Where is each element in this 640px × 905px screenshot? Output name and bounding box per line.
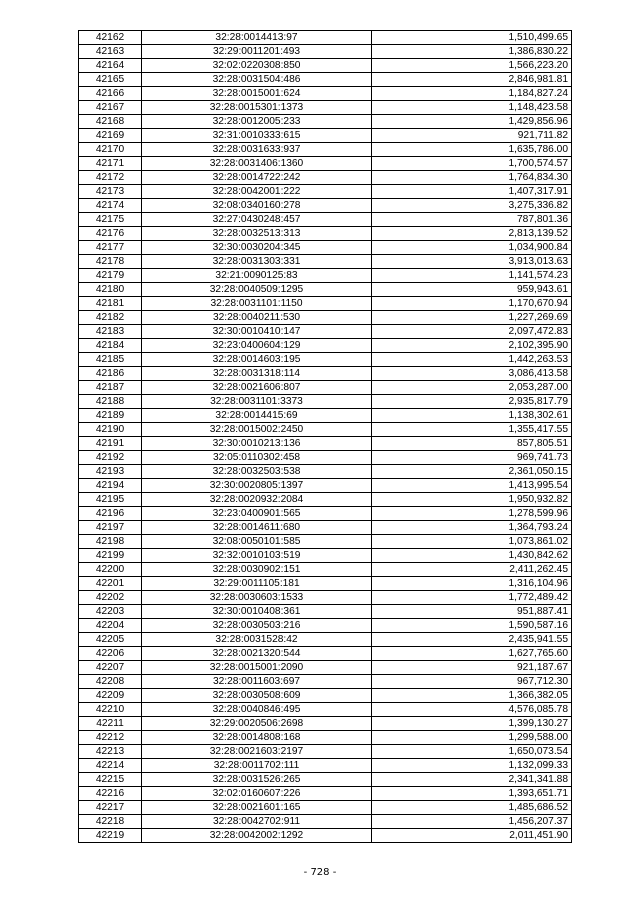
- page-number: - 728 -: [303, 867, 337, 878]
- row-number-cell: 42213: [79, 745, 142, 759]
- cadastral-number-cell: 32:28:0040211:530: [142, 311, 372, 325]
- cadastral-number-cell: 32:28:0014722:242: [142, 171, 372, 185]
- cadastral-number-cell: 32:30:0020805:1397: [142, 479, 372, 493]
- table-row: [79, 339, 572, 353]
- cadastral-number-cell: 32:02:0160607:226: [142, 787, 372, 801]
- amount-cell: 1,950,932.82: [372, 493, 572, 507]
- cadastral-number-cell: 32:28:0011603:697: [142, 675, 372, 689]
- table-row: [79, 367, 572, 381]
- amount-cell: 1,590,587.16: [372, 619, 572, 633]
- row-number-cell: 42210: [79, 703, 142, 717]
- amount-cell: 787,801.36: [372, 213, 572, 227]
- amount-cell: 1,364,793.24: [372, 521, 572, 535]
- row-number-cell: 42184: [79, 339, 142, 353]
- amount-cell: 2,935,817.79: [372, 395, 572, 409]
- table-row: [79, 787, 572, 801]
- table-row: [79, 703, 572, 717]
- table-row: [79, 185, 572, 199]
- table-row: [79, 577, 572, 591]
- table-row: [79, 143, 572, 157]
- amount-cell: 1,442,263.53: [372, 353, 572, 367]
- row-number-cell: 42201: [79, 577, 142, 591]
- cadastral-number-cell: 32:28:0014611:680: [142, 521, 372, 535]
- amount-cell: 951,887.41: [372, 605, 572, 619]
- row-number-cell: 42214: [79, 759, 142, 773]
- cadastral-number-cell: 32:32:0010103:519: [142, 549, 372, 563]
- row-number-cell: 42171: [79, 157, 142, 171]
- row-number-cell: 42193: [79, 465, 142, 479]
- table-row: [79, 549, 572, 563]
- amount-cell: 921,711.82: [372, 129, 572, 143]
- table-row: [79, 115, 572, 129]
- cadastral-number-cell: 32:28:0030902:151: [142, 563, 372, 577]
- table-row: [79, 801, 572, 815]
- amount-cell: 3,913,013.63: [372, 255, 572, 269]
- table-row: [79, 563, 572, 577]
- amount-cell: 1,366,382.05: [372, 689, 572, 703]
- amount-cell: 1,227,269.69: [372, 311, 572, 325]
- amount-cell: 2,053,287.00: [372, 381, 572, 395]
- row-number-cell: 42196: [79, 507, 142, 521]
- table-row: [79, 535, 572, 549]
- table-row: [79, 423, 572, 437]
- table-row: [79, 311, 572, 325]
- row-number-cell: 42162: [79, 31, 142, 45]
- table-row: [79, 241, 572, 255]
- cadastral-number-cell: 32:30:0010408:361: [142, 605, 372, 619]
- table-row: [79, 381, 572, 395]
- amount-cell: 2,341,341.88: [372, 773, 572, 787]
- cadastral-number-cell: 32:28:0021603:2197: [142, 745, 372, 759]
- table-row: [79, 157, 572, 171]
- cadastral-number-cell: 32:28:0031318:114: [142, 367, 372, 381]
- amount-cell: 857,805.51: [372, 437, 572, 451]
- table-row: [79, 409, 572, 423]
- amount-cell: 967,712.30: [372, 675, 572, 689]
- row-number-cell: 42175: [79, 213, 142, 227]
- amount-cell: 1,399,130.27: [372, 717, 572, 731]
- cadastral-number-cell: 32:30:0010410:147: [142, 325, 372, 339]
- cadastral-number-cell: 32:31:0010333:615: [142, 129, 372, 143]
- cadastral-number-cell: 32:29:0020506:2698: [142, 717, 372, 731]
- cadastral-number-cell: 32:28:0014413:97: [142, 31, 372, 45]
- cadastral-number-cell: 32:28:0032513:313: [142, 227, 372, 241]
- data-table: [78, 30, 572, 843]
- cadastral-number-cell: 32:08:0050101:585: [142, 535, 372, 549]
- amount-cell: 1,413,995.54: [372, 479, 572, 493]
- row-number-cell: 42190: [79, 423, 142, 437]
- row-number-cell: 42194: [79, 479, 142, 493]
- row-number-cell: 42215: [79, 773, 142, 787]
- row-number-cell: 42203: [79, 605, 142, 619]
- cadastral-number-cell: 32:28:0032503:538: [142, 465, 372, 479]
- row-number-cell: 42204: [79, 619, 142, 633]
- table-row: [79, 353, 572, 367]
- row-number-cell: 42189: [79, 409, 142, 423]
- row-number-cell: 42173: [79, 185, 142, 199]
- cadastral-number-cell: 32:28:0040509:1295: [142, 283, 372, 297]
- row-number-cell: 42208: [79, 675, 142, 689]
- amount-cell: 2,102,395.90: [372, 339, 572, 353]
- table-row: [79, 255, 572, 269]
- table-row: [79, 227, 572, 241]
- row-number-cell: 42179: [79, 269, 142, 283]
- cadastral-number-cell: 32:28:0042702:911: [142, 815, 372, 829]
- amount-cell: 1,429,856.96: [372, 115, 572, 129]
- table-row: [79, 465, 572, 479]
- amount-cell: 1,184,827.24: [372, 87, 572, 101]
- amount-cell: 969,741.73: [372, 451, 572, 465]
- row-number-cell: 42202: [79, 591, 142, 605]
- amount-cell: 1,407,317.91: [372, 185, 572, 199]
- table-row: [79, 73, 572, 87]
- table-row: [79, 437, 572, 451]
- table-row: [79, 171, 572, 185]
- cadastral-number-cell: 32:28:0015001:2090: [142, 661, 372, 675]
- row-number-cell: 42176: [79, 227, 142, 241]
- table-row: [79, 647, 572, 661]
- row-number-cell: 42188: [79, 395, 142, 409]
- amount-cell: 1,299,588.00: [372, 731, 572, 745]
- row-number-cell: 42177: [79, 241, 142, 255]
- amount-cell: 1,510,499.65: [372, 31, 572, 45]
- row-number-cell: 42163: [79, 45, 142, 59]
- table-row: [79, 325, 572, 339]
- row-number-cell: 42217: [79, 801, 142, 815]
- amount-cell: 1,772,489.42: [372, 591, 572, 605]
- table-row: [79, 661, 572, 675]
- cadastral-number-cell: 32:23:0400901:565: [142, 507, 372, 521]
- cadastral-number-cell: 32:28:0031633:937: [142, 143, 372, 157]
- row-number-cell: 42183: [79, 325, 142, 339]
- row-number-cell: 42216: [79, 787, 142, 801]
- cadastral-number-cell: 32:28:0015301:1373: [142, 101, 372, 115]
- amount-cell: 1,278,599.96: [372, 507, 572, 521]
- table-row: [79, 451, 572, 465]
- amount-cell: 2,361,050.15: [372, 465, 572, 479]
- row-number-cell: 42169: [79, 129, 142, 143]
- row-number-cell: 42206: [79, 647, 142, 661]
- row-number-cell: 42181: [79, 297, 142, 311]
- row-number-cell: 42195: [79, 493, 142, 507]
- table-row: [79, 619, 572, 633]
- table-row: [79, 675, 572, 689]
- cadastral-number-cell: 32:28:0031526:265: [142, 773, 372, 787]
- amount-cell: 1,627,765.60: [372, 647, 572, 661]
- table-row: [79, 605, 572, 619]
- amount-cell: 1,764,834.30: [372, 171, 572, 185]
- amount-cell: 4,576,085.78: [372, 703, 572, 717]
- table-row: [79, 297, 572, 311]
- row-number-cell: 42164: [79, 59, 142, 73]
- row-number-cell: 42186: [79, 367, 142, 381]
- table-row: [79, 479, 572, 493]
- amount-cell: 921,187.67: [372, 661, 572, 675]
- table-row: [79, 829, 572, 843]
- cadastral-number-cell: 32:28:0031303:331: [142, 255, 372, 269]
- table-row: [79, 717, 572, 731]
- row-number-cell: 42182: [79, 311, 142, 325]
- table-row: [79, 521, 572, 535]
- row-number-cell: 42180: [79, 283, 142, 297]
- amount-cell: 959,943.61: [372, 283, 572, 297]
- cadastral-number-cell: 32:05:0110302:458: [142, 451, 372, 465]
- amount-cell: 1,650,073.54: [372, 745, 572, 759]
- cadastral-number-cell: 32:28:0031101:1150: [142, 297, 372, 311]
- amount-cell: 1,635,786.00: [372, 143, 572, 157]
- amount-cell: 1,355,417.55: [372, 423, 572, 437]
- amount-cell: 1,456,207.37: [372, 815, 572, 829]
- row-number-cell: 42207: [79, 661, 142, 675]
- row-number-cell: 42212: [79, 731, 142, 745]
- cadastral-number-cell: 32:28:0014603:195: [142, 353, 372, 367]
- cadastral-number-cell: 32:23:0400604:129: [142, 339, 372, 353]
- table-row: [79, 759, 572, 773]
- row-number-cell: 42187: [79, 381, 142, 395]
- amount-cell: 2,411,262.45: [372, 563, 572, 577]
- table-body: [79, 31, 572, 843]
- amount-cell: 1,485,686.52: [372, 801, 572, 815]
- cadastral-number-cell: 32:27:0430248:457: [142, 213, 372, 227]
- cadastral-number-cell: 32:28:0015002:2450: [142, 423, 372, 437]
- row-number-cell: 42211: [79, 717, 142, 731]
- amount-cell: 1,566,223.20: [372, 59, 572, 73]
- table-row: [79, 59, 572, 73]
- cadastral-number-cell: 32:29:0011201:493: [142, 45, 372, 59]
- table-row: [79, 395, 572, 409]
- cadastral-number-cell: 32:30:0030204:345: [142, 241, 372, 255]
- table-row: [79, 87, 572, 101]
- cadastral-number-cell: 32:28:0030603:1533: [142, 591, 372, 605]
- cadastral-number-cell: 32:02:0220308:850: [142, 59, 372, 73]
- cadastral-number-cell: 32:28:0021320:544: [142, 647, 372, 661]
- amount-cell: 2,435,941.55: [372, 633, 572, 647]
- amount-cell: 1,141,574.23: [372, 269, 572, 283]
- amount-cell: 2,813,139.52: [372, 227, 572, 241]
- table-row: [79, 493, 572, 507]
- cadastral-number-cell: 32:28:0012005:233: [142, 115, 372, 129]
- cadastral-number-cell: 32:30:0010213:136: [142, 437, 372, 451]
- amount-cell: 1,393,651.71: [372, 787, 572, 801]
- cadastral-number-cell: 32:28:0031101:3373: [142, 395, 372, 409]
- row-number-cell: 42166: [79, 87, 142, 101]
- row-number-cell: 42185: [79, 353, 142, 367]
- row-number-cell: 42198: [79, 535, 142, 549]
- table-row: [79, 129, 572, 143]
- cadastral-number-cell: 32:21:0090125:83: [142, 269, 372, 283]
- row-number-cell: 42218: [79, 815, 142, 829]
- cadastral-number-cell: 32:28:0042001:222: [142, 185, 372, 199]
- row-number-cell: 42178: [79, 255, 142, 269]
- amount-cell: 1,430,842.62: [372, 549, 572, 563]
- row-number-cell: 42191: [79, 437, 142, 451]
- cadastral-number-cell: 32:29:0011105:181: [142, 577, 372, 591]
- amount-cell: 1,138,302.61: [372, 409, 572, 423]
- amount-cell: 1,148,423.58: [372, 101, 572, 115]
- amount-cell: 3,275,336.82: [372, 199, 572, 213]
- amount-cell: 1,700,574.57: [372, 157, 572, 171]
- amount-cell: 2,846,981.81: [372, 73, 572, 87]
- amount-cell: 1,073,861.02: [372, 535, 572, 549]
- cadastral-number-cell: 32:28:0015001:624: [142, 87, 372, 101]
- table-row: [79, 773, 572, 787]
- table-row: [79, 269, 572, 283]
- cadastral-number-cell: 32:28:0030503:216: [142, 619, 372, 633]
- table-row: [79, 689, 572, 703]
- cadastral-number-cell: 32:28:0014415:69: [142, 409, 372, 423]
- cadastral-number-cell: 32:28:0011702:111: [142, 759, 372, 773]
- cadastral-number-cell: 32:28:0031528:42: [142, 633, 372, 647]
- amount-cell: 1,132,099.33: [372, 759, 572, 773]
- table-row: [79, 283, 572, 297]
- row-number-cell: 42170: [79, 143, 142, 157]
- cadastral-number-cell: 32:28:0040846:495: [142, 703, 372, 717]
- table-row: [79, 199, 572, 213]
- table-row: [79, 745, 572, 759]
- cadastral-number-cell: 32:28:0020932:2084: [142, 493, 372, 507]
- table-row: [79, 591, 572, 605]
- row-number-cell: 42172: [79, 171, 142, 185]
- cadastral-number-cell: 32:28:0014808:168: [142, 731, 372, 745]
- cadastral-number-cell: 32:08:0340160:278: [142, 199, 372, 213]
- cadastral-number-cell: 32:28:0031504:486: [142, 73, 372, 87]
- table-row: [79, 815, 572, 829]
- amount-cell: 1,316,104.96: [372, 577, 572, 591]
- cadastral-number-cell: 32:28:0030508:609: [142, 689, 372, 703]
- row-number-cell: 42219: [79, 829, 142, 843]
- table-row: [79, 213, 572, 227]
- row-number-cell: 42167: [79, 101, 142, 115]
- amount-cell: 2,011,451.90: [372, 829, 572, 843]
- row-number-cell: 42205: [79, 633, 142, 647]
- cadastral-number-cell: 32:28:0021601:165: [142, 801, 372, 815]
- row-number-cell: 42168: [79, 115, 142, 129]
- table-row: [79, 507, 572, 521]
- row-number-cell: 42165: [79, 73, 142, 87]
- row-number-cell: 42174: [79, 199, 142, 213]
- table-row: [79, 731, 572, 745]
- row-number-cell: 42192: [79, 451, 142, 465]
- amount-cell: 1,170,670.94: [372, 297, 572, 311]
- amount-cell: 3,086,413.58: [372, 367, 572, 381]
- row-number-cell: 42200: [79, 563, 142, 577]
- amount-cell: 1,386,830.22: [372, 45, 572, 59]
- row-number-cell: 42197: [79, 521, 142, 535]
- row-number-cell: 42199: [79, 549, 142, 563]
- table-row: [79, 633, 572, 647]
- amount-cell: 1,034,900.84: [372, 241, 572, 255]
- amount-cell: 2,097,472.83: [372, 325, 572, 339]
- table-row: [79, 45, 572, 59]
- cadastral-number-cell: 32:28:0042002:1292: [142, 829, 372, 843]
- row-number-cell: 42209: [79, 689, 142, 703]
- table-row: [79, 101, 572, 115]
- cadastral-number-cell: 32:28:0021606:807: [142, 381, 372, 395]
- cadastral-number-cell: 32:28:0031406:1360: [142, 157, 372, 171]
- table-row: [79, 31, 572, 45]
